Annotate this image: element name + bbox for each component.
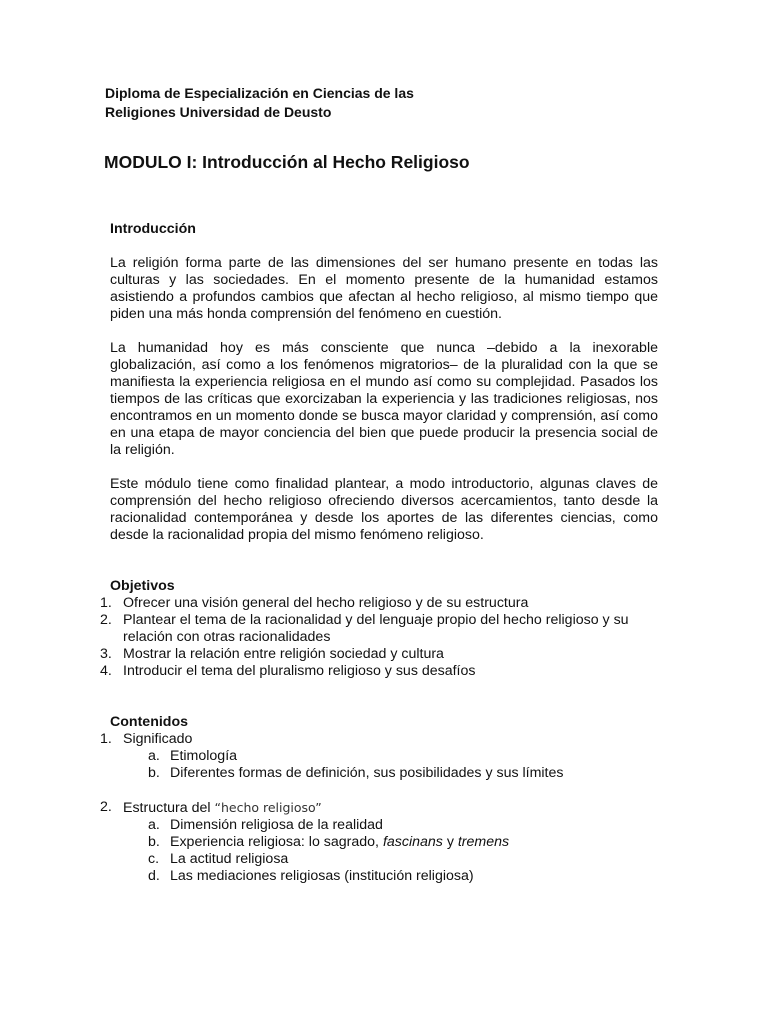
contents-item — [100, 731, 658, 782]
contents-list — [100, 731, 658, 885]
contents-sublist — [123, 817, 658, 885]
subitem-letter: a. — [148, 748, 160, 764]
objective-item — [100, 663, 658, 680]
contents-number: 2. — [100, 799, 112, 815]
subitem-text: Las mediaciones religiosas (institución religiosa) — [170, 868, 474, 884]
objective-number: 4. — [100, 663, 112, 679]
objective-item — [100, 646, 658, 663]
intro-paragraph-2: La humanidad hoy es más consciente que nunca –debido a la inexorable globalización, así como a los fenómenos migratorios– de la pluralidad con la que se manifiesta la experiencia religiosa en el mundo así como su complejidad. Pasados los tiempos de las críticas que exorcizaban la experiencia y las tradiciones religiosas, nos encontramos en un momento donde se busca mayor claridad y comprensión, así como en una etapa de mayor conciencia del bien que puede producir la presencia social de la religión. — [110, 340, 658, 458]
contents-number: 1. — [100, 731, 112, 747]
contents-text: Significado — [123, 731, 193, 747]
contents-subitem — [100, 834, 658, 851]
objective-item — [100, 612, 658, 646]
module-title: MODULO I: Introducción al Hecho Religioso — [104, 152, 470, 172]
subitem-letter: b. — [148, 765, 160, 781]
header-line-2: Religiones Universidad de Deusto — [105, 104, 332, 120]
contents-item — [100, 799, 658, 885]
subitem-letter: d. — [148, 868, 160, 884]
subitem-text-main: Experiencia religiosa: lo sagrado, — [170, 834, 383, 850]
contents-subitem — [100, 817, 658, 834]
header-line-1: Diploma de Especialización en Ciencias de las — [105, 85, 414, 101]
subitem-text: Dimensión religiosa de la realidad — [170, 817, 383, 833]
objective-text: Introducir el tema del pluralismo religioso y sus desafíos — [123, 663, 476, 679]
objectives-list — [100, 595, 658, 680]
subitem-letter: b. — [148, 834, 160, 850]
intro-paragraph-1: La religión forma parte de las dimensiones del ser humano presente en todas las culturas y las sociedades. En el momento presente de la humanidad estamos asistiendo a profundos cambios que afectan al hecho religioso, al mismo tiempo que piden una más honda comprensión del fenómeno en cuestión. — [110, 255, 658, 322]
contents-subitem — [100, 765, 658, 782]
objective-item — [100, 595, 658, 612]
subitem-text: Etimología — [170, 748, 238, 764]
contents-sublist — [123, 748, 658, 782]
subitem-letter: a. — [148, 817, 160, 833]
subitem-text: La actitud religiosa — [170, 851, 289, 867]
objective-number: 2. — [100, 612, 112, 628]
objective-number: 1. — [100, 595, 112, 611]
subitem-text: Diferentes formas de definición, sus posibilidades y sus límites — [170, 765, 564, 781]
subitem-italic-fascinans: fascinans — [382, 834, 443, 850]
objective-text: Plantear el tema de la racionalidad y del lenguaje propio del hecho religioso y su relación con otras racionalidades — [123, 612, 629, 645]
contents-subitem — [100, 868, 658, 885]
contents-heading: Contenidos — [110, 714, 189, 730]
contents-subitem — [100, 851, 658, 868]
subitem-text-conjunction: y — [442, 834, 458, 850]
contents-text — [123, 800, 322, 816]
subitem-letter: c. — [148, 851, 160, 867]
objectives-heading: Objetivos — [110, 578, 175, 594]
document-body — [100, 221, 658, 885]
objective-text: Mostrar la relación entre religión sociedad y cultura — [123, 646, 444, 662]
subitem-text — [170, 834, 509, 850]
contents-text-quoted: “hecho religioso” — [214, 800, 322, 815]
intro-paragraph-3: Este módulo tiene como finalidad plantear, a modo introductorio, algunas claves de comprensión del hecho religioso ofreciendo diversos acercamientos, tanto desde la racionalidad contemporánea y desde los aportes de las diferentes ciencias, como desde la racionalidad propia del mismo fenómeno religioso. — [110, 476, 658, 543]
intro-heading: Introducción — [110, 221, 196, 237]
subitem-italic-tremens: tremens — [457, 834, 510, 850]
objective-number: 3. — [100, 646, 112, 662]
document-header — [105, 84, 665, 122]
contents-subitem — [100, 748, 658, 765]
contents-text-main: Estructura del — [123, 800, 215, 816]
objective-text: Ofrecer una visión general del hecho religioso y de su estructura — [123, 595, 529, 611]
